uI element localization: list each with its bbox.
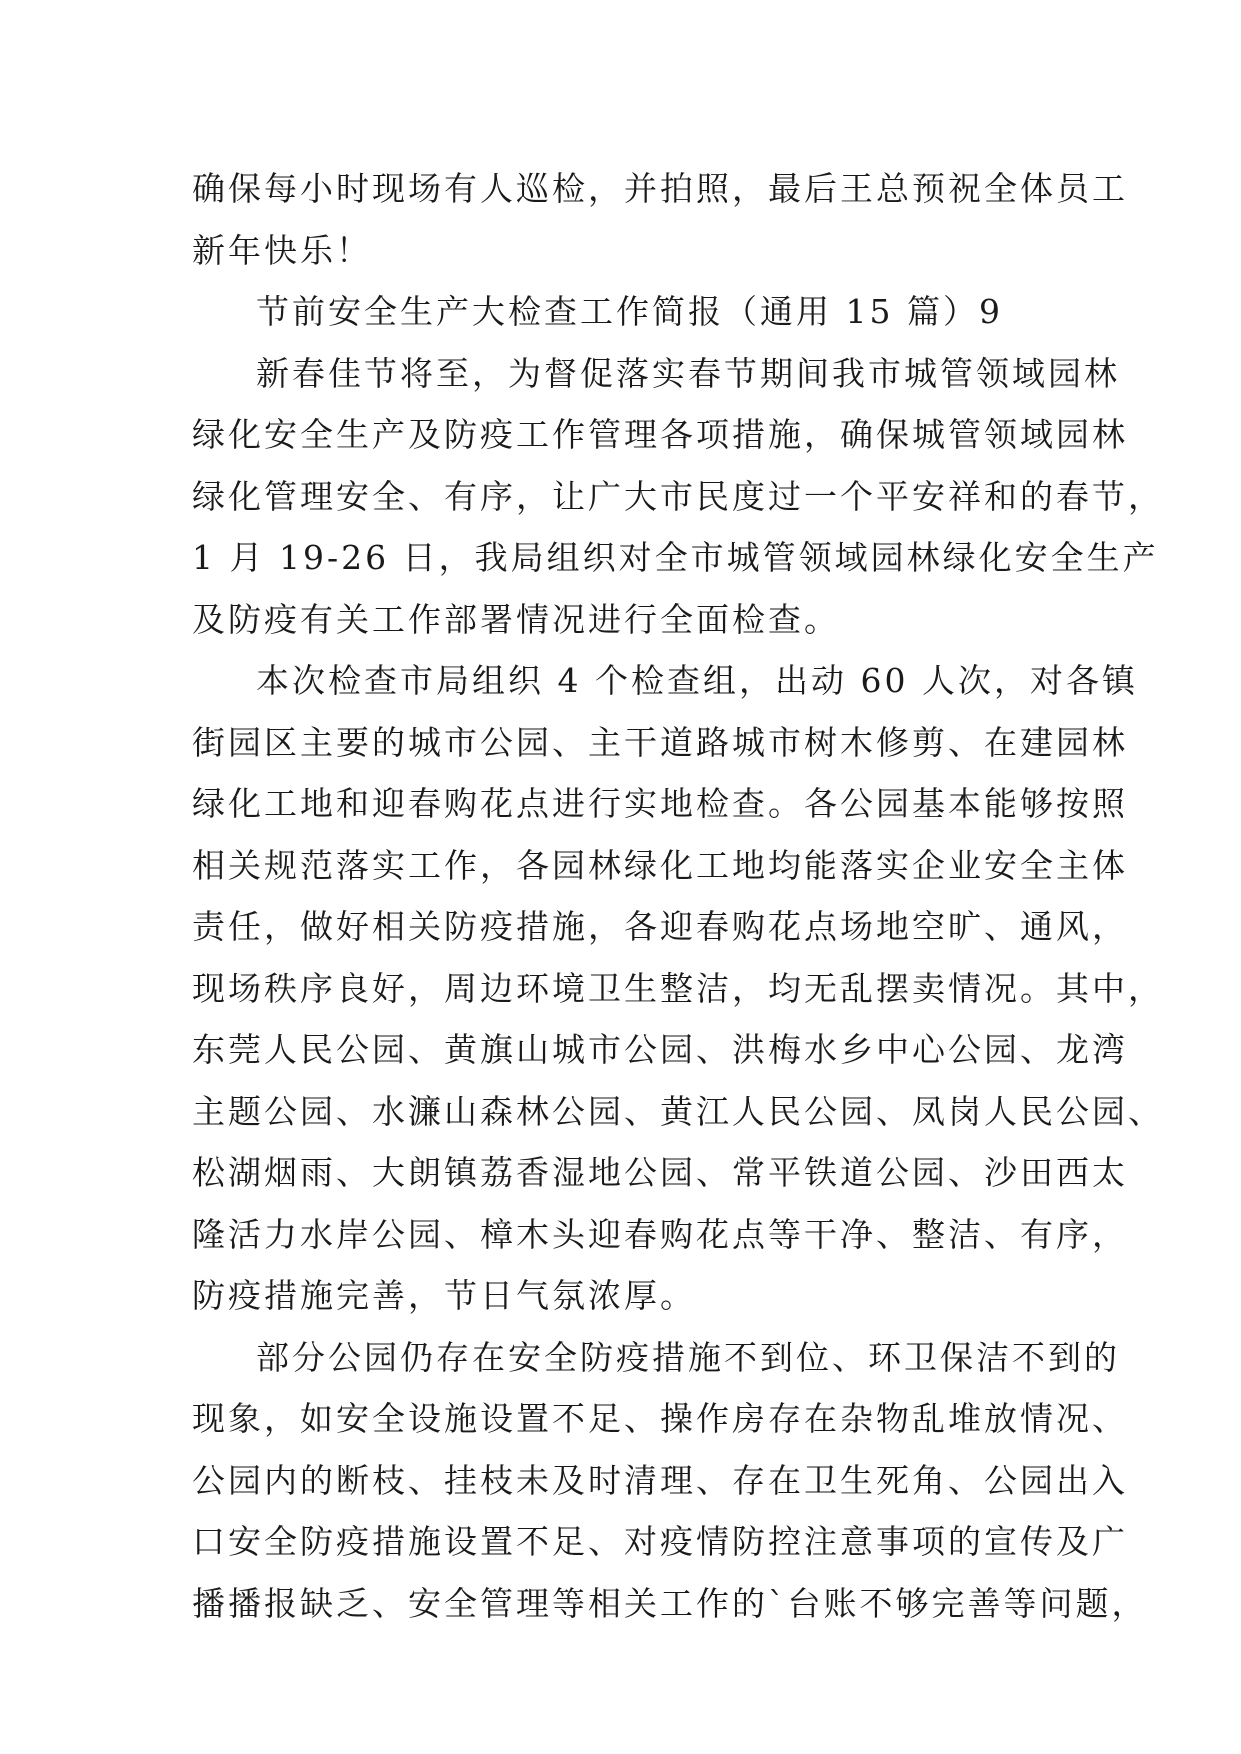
text-line: 现象，如安全设施设置不足、操作房存在杂物乱堆放情况、 (192, 1399, 1128, 1438)
text-line: 相关规范落实工作，各园林绿化工地均能落实企业安全主体 (192, 845, 1128, 885)
text-line: 播播报缺乏、安全管理等相关工作的`台账不够完善等问题， (192, 1583, 1148, 1623)
text-line: 主题公园、水濂山森林公园、黄江人民公园、凤岗人民公园、 (192, 1091, 1164, 1131)
text-line: 松湖烟雨、大朗镇荔香湿地公园、常平铁道公园、沙田西太 (192, 1153, 1128, 1192)
text-line: 本次检查市局组织 4 个检查组，出动 60 人次，对各镇 (256, 661, 1138, 700)
text-line: 街园区主要的城市公园、主干道路城市树木修剪、在建园林 (192, 722, 1128, 762)
text-line: 确保每小时现场有人巡检，并拍照，最后王总预祝全体员工 (192, 169, 1128, 208)
text-line: 防疫措施完善，节日气氛浓厚。 (192, 1276, 696, 1315)
text-line: 口安全防疫措施设置不足、对疫情防控注意事项的宣传及广 (192, 1522, 1128, 1561)
section-heading: 节前安全生产大检查工作简报（通用 15 篇）9 (256, 292, 1003, 331)
text-line: 部分公园仍存在安全防疫措施不到位、环卫保洁不到的 (256, 1337, 1120, 1377)
text-line: 公园内的断枝、挂枝未及时清理、存在卫生死角、公园出入 (192, 1460, 1128, 1500)
text-line: 新年快乐！ (192, 230, 372, 270)
text-line: 现场秩序良好，周边环境卫生整洁，均无乱摆卖情况。其中， (192, 968, 1164, 1008)
text-line: 绿化工地和迎春购花点进行实地检查。各公园基本能够按照 (192, 784, 1128, 823)
text-line: 隆活力水岸公园、樟木头迎春购花点等干净、整洁、有序， (192, 1214, 1128, 1254)
text-line: 绿化安全生产及防疫工作管理各项措施，确保城管领域园林 (192, 415, 1128, 454)
text-line: 绿化管理安全、有序，让广大市民度过一个平安祥和的春节， (192, 476, 1164, 516)
text-line: 新春佳节将至，为督促落实春节期间我市城管领域园林 (256, 353, 1120, 393)
document-body (192, 158, 1164, 1634)
text-line: 东莞人民公园、黄旗山城市公园、洪梅水乡中心公园、龙湾 (192, 1030, 1128, 1069)
text-line: 及防疫有关工作部署情况进行全面检查。 (192, 599, 840, 639)
text-line: 责任，做好相关防疫措施，各迎春购花点场地空旷、通风， (192, 907, 1128, 946)
text-line: 1 月 19-26 日，我局组织对全市城管领域园林绿化安全生产 (192, 538, 1159, 577)
